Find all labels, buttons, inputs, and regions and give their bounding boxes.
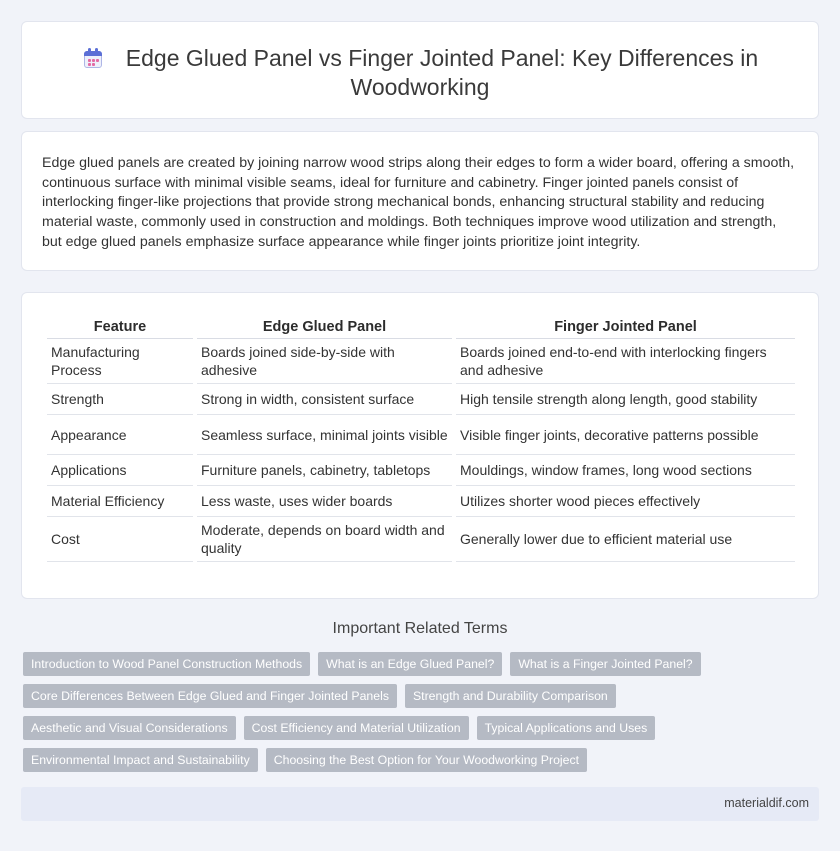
- related-term-tag[interactable]: What is a Finger Jointed Panel?: [510, 652, 700, 676]
- table-cell: Strong in width, consistent surface: [197, 384, 452, 415]
- column-header-edge-glued: Edge Glued Panel: [197, 316, 452, 339]
- table-cell: Mouldings, window frames, long wood sections: [456, 455, 795, 486]
- table-cell: Furniture panels, cabinetry, tabletops: [197, 455, 452, 486]
- related-term-tag[interactable]: Cost Efficiency and Material Utilization: [244, 716, 469, 740]
- table-cell: Boards joined side-by-side with adhesive: [197, 339, 452, 384]
- related-term-tag[interactable]: Choosing the Best Option for Your Woodworking Project: [266, 748, 587, 772]
- table-cell: Manufacturing Process: [47, 339, 193, 384]
- related-term-tag[interactable]: Core Differences Between Edge Glued and Finger Jointed Panels: [23, 684, 397, 708]
- page-title-wrap: [62, 44, 778, 102]
- table-cell: Appearance: [47, 415, 193, 455]
- table-cell: Utilizes shorter wood pieces effectively: [456, 486, 795, 517]
- table-cell: Moderate, depends on board width and quality: [197, 517, 452, 562]
- table-cell: Visible finger joints, decorative patterns possible: [456, 415, 795, 455]
- intro-paragraph: Edge glued panels are created by joining narrow wood strips along their edges to form a wider board, offering a smooth, continuous surface with minimal visible seams, ideal for furniture and cabinetry. Finger jointed panels consist of interlocking finger-like projections that provide strong mechanical bonds, enhancing structural stability and reducing material waste, commonly used in construction and moldings. Both techniques improve wood utilization and strength, but edge glued panels emphasize surface appearance while finger joints prioritize joint integrity.: [42, 155, 795, 250]
- related-terms-list: [23, 652, 819, 772]
- table-row: [47, 517, 795, 562]
- page-title: Edge Glued Panel vs Finger Jointed Panel: Key Differences in Woodworking: [125, 45, 759, 100]
- table-cell: Generally lower due to efficient material use: [456, 517, 795, 562]
- comparison-table: [43, 316, 799, 562]
- related-term-tag[interactable]: Typical Applications and Uses: [477, 716, 656, 740]
- table-row: [47, 384, 795, 415]
- table-cell: Less waste, uses wider boards: [197, 486, 452, 517]
- related-term-tag[interactable]: What is an Edge Glued Panel?: [318, 652, 502, 676]
- table-row: [47, 455, 795, 486]
- table-cell: Material Efficiency: [47, 486, 193, 517]
- table-row: [47, 415, 795, 455]
- table-row: [47, 486, 795, 517]
- table-header-row: [47, 316, 795, 339]
- related-term-tag[interactable]: Aesthetic and Visual Considerations: [23, 716, 236, 740]
- related-terms-heading: Important Related Terms: [332, 620, 508, 637]
- table-cell: Applications: [47, 455, 193, 486]
- table-row: [47, 339, 795, 384]
- table-cell: Seamless surface, minimal joints visible: [197, 415, 452, 455]
- related-term-tag[interactable]: Introduction to Wood Panel Construction Methods: [23, 652, 310, 676]
- intro-card: [21, 131, 819, 271]
- column-header-finger-jointed: Finger Jointed Panel: [456, 316, 795, 339]
- calendar-icon: [82, 47, 104, 69]
- table-cell: High tensile strength along length, good stability: [456, 384, 795, 415]
- column-header-feature: Feature: [47, 316, 193, 339]
- related-term-tag[interactable]: Environmental Impact and Sustainability: [23, 748, 258, 772]
- title-card: [21, 21, 819, 119]
- table-cell: Strength: [47, 384, 193, 415]
- footer: [21, 787, 819, 821]
- comparison-card: [21, 292, 819, 599]
- footer-site-link[interactable]: materialdif.com: [724, 796, 809, 810]
- related-term-tag[interactable]: Strength and Durability Comparison: [405, 684, 616, 708]
- table-cell: Boards joined end-to-end with interlocking fingers and adhesive: [456, 339, 795, 384]
- table-cell: Cost: [47, 517, 193, 562]
